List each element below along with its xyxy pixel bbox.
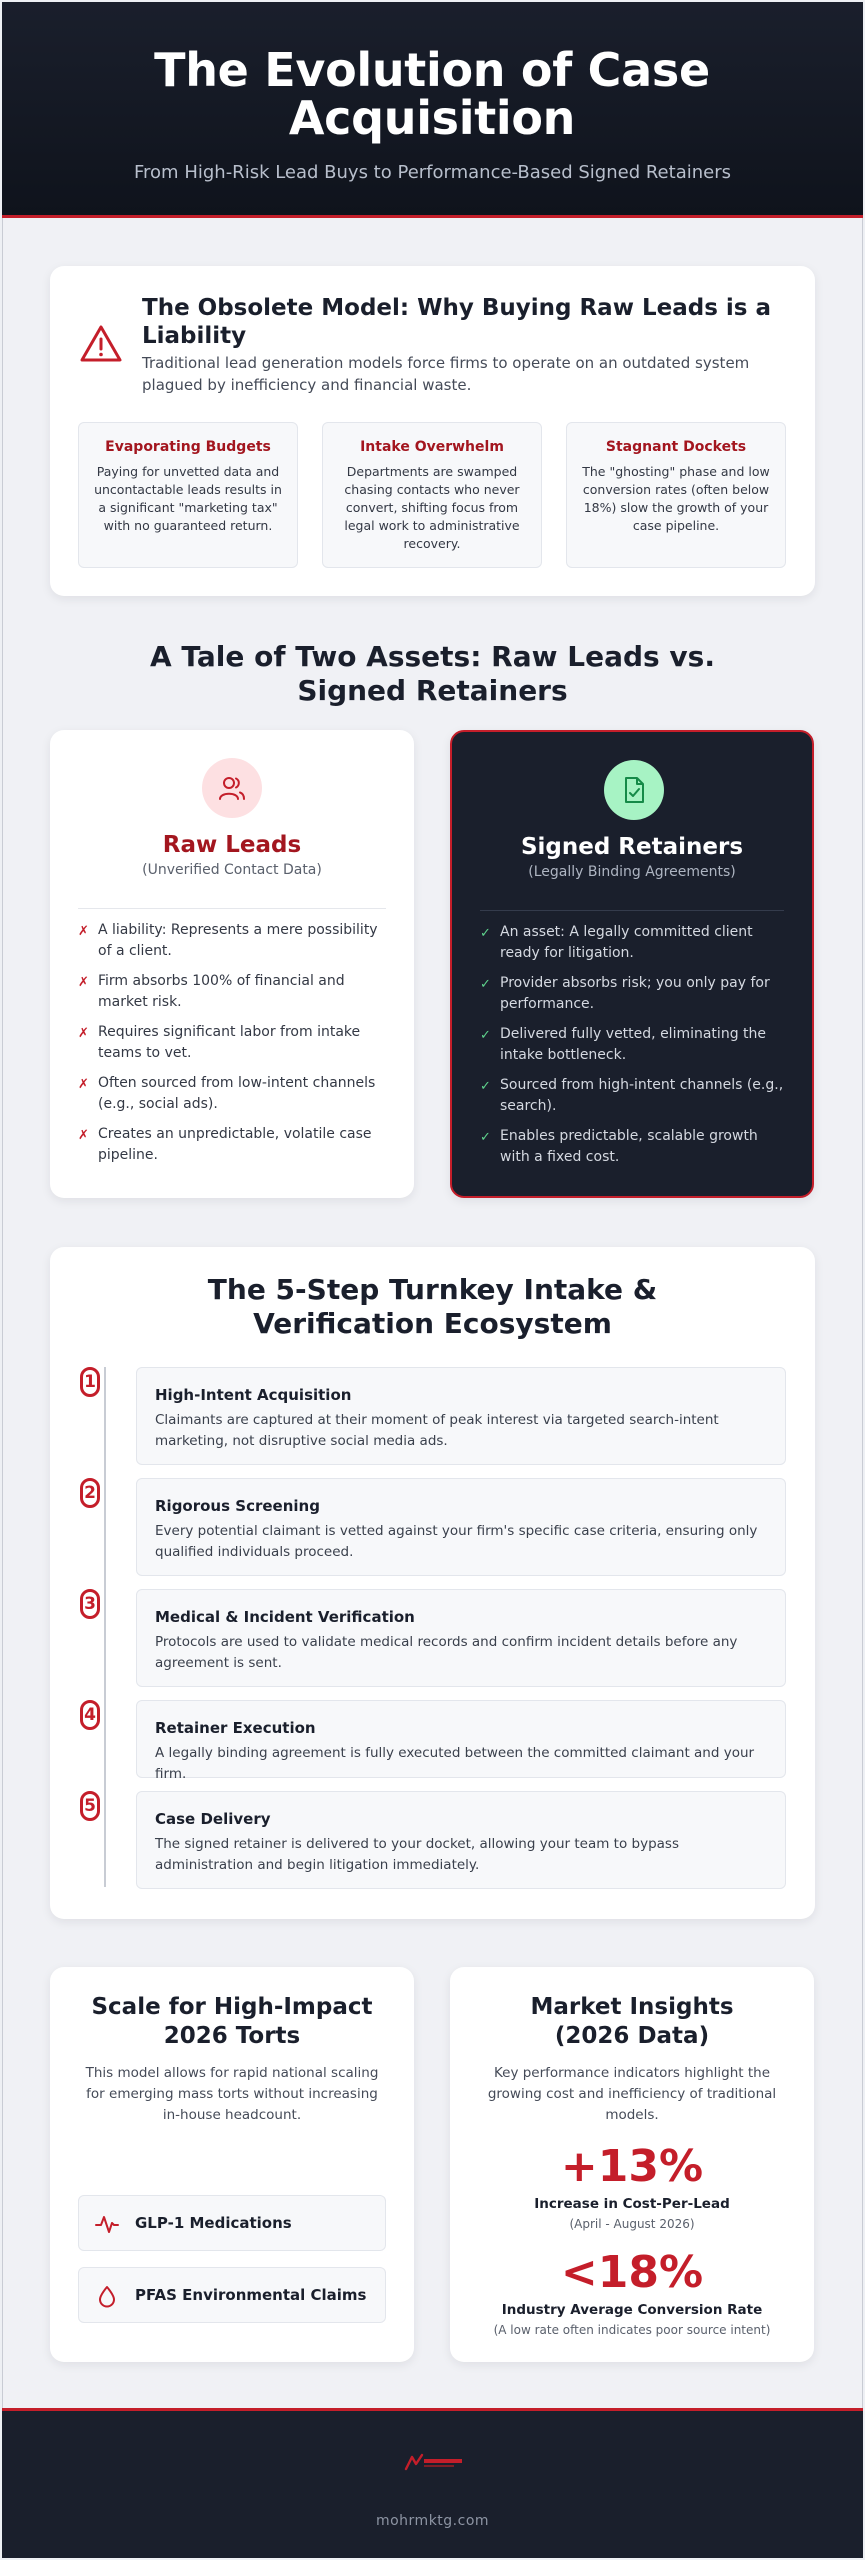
signed-retainers-icon-circle: [604, 760, 664, 820]
stat-value-cost: +13%: [560, 2141, 704, 2192]
step-number: 5: [80, 1791, 100, 1821]
step-card: [136, 1478, 786, 1576]
timeline-line: [104, 1367, 106, 1887]
cross-icon: ✗: [78, 1128, 89, 1143]
step-card: [136, 1589, 786, 1687]
step-title: High-Intent Acquisition: [155, 1386, 352, 1404]
signed-retainers-list: [480, 922, 790, 1177]
stat-value-conversion: <18%: [560, 2247, 704, 2298]
list-item: ✗ Requires significant labor from intake teams to vet.: [78, 1024, 361, 1061]
signed-retainers-card: [450, 730, 814, 1198]
insights-description: Key performance indicators highlight the growing cost and inefficiency of traditional models.: [487, 2065, 777, 2123]
scale-torts-card: [50, 1967, 414, 2362]
list-item: ✓ An asset: A legally committed client ready for litigation.: [480, 924, 753, 961]
step-text: The signed retainer is delivered to your docket, allowing your team to bypass administration and begin litigation immediately.: [155, 1836, 679, 1873]
tort-item-pfas: [78, 2267, 386, 2323]
divider: [78, 908, 386, 909]
water-drop-icon: [95, 2284, 119, 2308]
list-item: ✓ Enables predictable, scalable growth with a fixed cost.: [480, 1128, 758, 1165]
step-card: [136, 1791, 786, 1889]
hero-header: [2, 2, 863, 218]
signed-retainers-title: Signed Retainers: [520, 834, 744, 860]
step-number: 1: [80, 1367, 100, 1397]
signed-document-icon: [619, 775, 649, 805]
stat-label-cost: Increase in Cost-Per-Lead: [534, 2196, 730, 2212]
raw-leads-title: Raw Leads: [162, 832, 302, 858]
problem-text: The "ghosting" phase and low conversion rates (often below 18%) slow the growth of your case pipeline.: [582, 464, 770, 533]
steps-title: The 5-Step Turnkey Intake & Verification Ecosystem: [207, 1273, 658, 1340]
problem-title: Intake Overwhelm: [360, 439, 504, 455]
problem-title: Evaporating Budgets: [105, 439, 271, 455]
signed-retainers-subtitle: (Legally Binding Agreements): [528, 864, 736, 880]
cross-icon: ✗: [78, 924, 89, 939]
list-item: ✓ Delivered fully vetted, eliminating the intake bottleneck.: [480, 1026, 766, 1063]
obsolete-description: Traditional lead generation models force firms to operate on an outdated system plagued by inefficiency and financial waste.: [142, 354, 750, 394]
list-item: ✗ Often sourced from low-intent channels (e.g., social ads).: [78, 1075, 376, 1112]
list-item: ✗ Firm absorbs 100% of financial and market risk.: [78, 973, 345, 1010]
raw-leads-card: [50, 730, 414, 1198]
mohr-marketing-logo[interactable]: [398, 2451, 468, 2475]
footer: [2, 2408, 863, 2558]
step-text: Protocols are used to validate medical records and confirm incident details before any agreement is sent.: [155, 1634, 738, 1671]
divider: [480, 910, 784, 911]
check-icon: ✓: [480, 1079, 491, 1094]
warning-triangle-icon: [78, 322, 124, 368]
step-text: Every potential claimant is vetted against your firm's specific case criteria, ensuring only qualified individuals proceed.: [155, 1523, 758, 1560]
tort-label: GLP-1 Medications: [135, 2214, 292, 2232]
obsolete-title: The Obsolete Model: Why Buying Raw Leads is a Liability: [142, 295, 771, 349]
market-insights-card: [450, 1967, 814, 2362]
stat-label-conversion: Industry Average Conversion Rate: [501, 2302, 763, 2318]
problem-text: Departments are swamped chasing contacts who never convert, shifting focus from legal work to administrative recovery.: [344, 464, 520, 551]
obsolete-model-card: [50, 266, 815, 596]
problem-text: Paying for unvetted data and uncontactable leads results in a significant "marketing tax" with no guaranteed return.: [94, 464, 282, 533]
footer-url[interactable]: mohrmktg.com: [375, 2513, 490, 2529]
check-icon: ✓: [480, 926, 491, 941]
assets-section-title: A Tale of Two Assets: Raw Leads vs. Signed Retainers: [150, 640, 715, 707]
step-text: Claimants are captured at their moment of peak interest via targeted search-intent marketing, not disruptive social media ads.: [155, 1412, 719, 1449]
check-icon: ✓: [480, 1028, 491, 1043]
step-number: 4: [80, 1700, 100, 1730]
stat-note-cost: (April - August 2026): [569, 2217, 695, 2231]
list-item: ✗ A liability: Represents a mere possibility of a client.: [78, 922, 378, 959]
steps-card: [50, 1247, 815, 1919]
check-icon: ✓: [480, 1130, 491, 1145]
cross-icon: ✗: [78, 1077, 89, 1092]
problem-card-budgets: [78, 422, 298, 568]
problem-card-dockets: [566, 422, 786, 568]
problem-card-intake: [322, 422, 542, 568]
list-item: ✓ Sourced from high-intent channels (e.g., search).: [480, 1077, 784, 1114]
page-subtitle: From High-Risk Lead Buys to Performance-Based Signed Retainers: [134, 162, 731, 183]
page-title: The Evolution of Case Acquisition: [154, 43, 710, 145]
tort-label: PFAS Environmental Claims: [135, 2286, 367, 2304]
step-number: 3: [80, 1589, 100, 1619]
step-number: 2: [80, 1478, 100, 1508]
cross-icon: ✗: [78, 975, 89, 990]
check-icon: ✓: [480, 977, 491, 992]
heartbeat-icon: [95, 2212, 119, 2236]
step-card: [136, 1367, 786, 1465]
list-item: ✓ Provider absorbs risk; you only pay for performance.: [480, 975, 770, 1012]
scale-description: This model allows for rapid national scaling for emerging mass torts without increasing in-house headcount.: [85, 2065, 379, 2123]
insights-title: Market Insights (2026 Data): [530, 1994, 734, 2049]
step-text: A legally binding agreement is fully executed between the committed claimant and your firm.: [155, 1745, 755, 1782]
raw-leads-list: [78, 920, 388, 1175]
step-title: Rigorous Screening: [155, 1497, 320, 1515]
step-title: Medical & Incident Verification: [155, 1608, 415, 1626]
step-title: Case Delivery: [155, 1810, 271, 1828]
step-title: Retainer Execution: [155, 1719, 316, 1737]
stat-note-conversion: (A low rate often indicates poor source intent): [493, 2323, 771, 2337]
scale-title: Scale for High-Impact 2026 Torts: [91, 1994, 373, 2049]
cross-icon: ✗: [78, 1026, 89, 1041]
problem-title: Stagnant Dockets: [605, 439, 747, 455]
list-item: ✗ Creates an unpredictable, volatile case pipeline.: [78, 1126, 372, 1163]
raw-leads-subtitle: (Unverified Contact Data): [142, 862, 322, 878]
users-icon: [217, 773, 247, 803]
tort-item-glp1: [78, 2195, 386, 2251]
raw-leads-icon-circle: [202, 758, 262, 818]
step-card: [136, 1700, 786, 1782]
